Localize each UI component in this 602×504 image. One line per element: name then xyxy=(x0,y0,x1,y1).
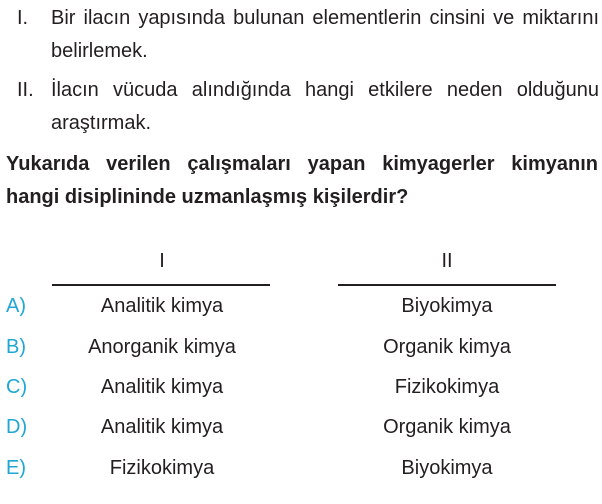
option-letter: A) xyxy=(6,295,26,317)
statement-1-number: I. xyxy=(17,7,29,29)
option-letter: D) xyxy=(6,416,28,438)
question-text: Yukarıda verilen çalışmaları yapan kimyagerler kimyanın hangi disiplininde uzmanlaşmış kişilerdir? xyxy=(6,153,598,208)
option-col1-value: Fizikokimya xyxy=(109,457,215,479)
answer-option-b[interactable] xyxy=(0,332,602,362)
option-letter: E) xyxy=(6,457,26,479)
statement-1 xyxy=(0,2,602,68)
option-col1-value: Analitik kimya xyxy=(100,295,224,317)
option-col2-value: Biyokimya xyxy=(401,457,493,479)
option-col2-value: Fizikokimya xyxy=(394,376,500,398)
option-col2-value: Organik kimya xyxy=(383,336,511,358)
statement-2-number: II. xyxy=(17,79,34,101)
column-1-rule xyxy=(52,284,270,286)
option-col2-value: Organik kimya xyxy=(383,416,511,438)
statement-2 xyxy=(0,74,602,140)
answer-option-d[interactable] xyxy=(0,412,602,442)
statement-1-text: Bir ilacın yapısında bulunan elementlerin cinsini ve miktarını belirlemek. xyxy=(51,7,599,62)
option-col1-value: Analitik kimya xyxy=(100,416,224,438)
column-header-2: II xyxy=(441,250,453,272)
answer-option-e[interactable] xyxy=(0,453,602,483)
statement-2-text: İlacın vücuda alındığında hangi etkilere neden olduğunu araştırmak. xyxy=(51,79,599,134)
answer-option-c[interactable] xyxy=(0,372,602,402)
answer-option-a[interactable] xyxy=(0,291,602,321)
option-col2-value: Biyokimya xyxy=(401,295,493,317)
option-col1-value: Analitik kimya xyxy=(100,376,224,398)
option-letter: B) xyxy=(6,336,26,358)
option-letter: C) xyxy=(6,376,28,398)
column-2-rule xyxy=(338,284,556,286)
column-header-1: I xyxy=(159,250,165,272)
option-col1-value: Anorganik kimya xyxy=(88,336,236,358)
